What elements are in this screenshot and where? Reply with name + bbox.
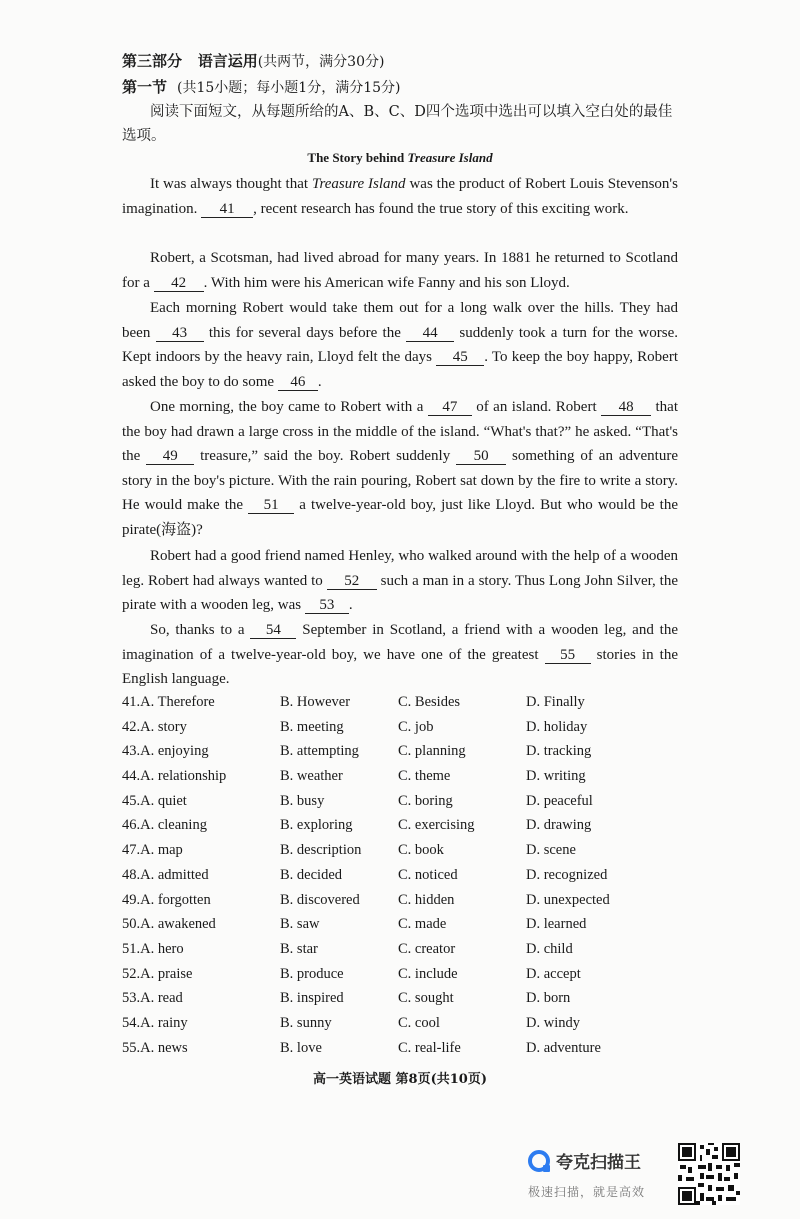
option-b: B. exploring <box>280 817 353 834</box>
option-row-46 <box>122 817 682 842</box>
option-a: 41.A. Therefore <box>122 694 215 710</box>
option-c: C. noticed <box>398 866 458 883</box>
option-c: C. creator <box>398 940 456 957</box>
option-a: 46.A. cleaning <box>122 817 207 834</box>
paragraph-4: One morning, the boy came to Robert with a 47 of an island. Robert 48 that the boy had drawn a large cross in the middle of the island. “What's that?” he asked. “That's the 49 treasure,” said the boy. Robert suddenly 50 something of an adventure story in the boy's picture. With the rain pouring, Robert sat down by the fire to write a story. He would make the 51 a twelve-year-old boy, just like Lloyd. But who would be the pirate(海盗)? <box>122 399 679 538</box>
quark-logo-icon <box>528 1150 550 1172</box>
option-d: D. windy <box>526 1014 580 1031</box>
option-d: D. accept <box>526 965 581 982</box>
blank-41: 41 <box>201 201 253 218</box>
option-d: D. holiday <box>526 718 588 735</box>
instruction-text: 阅读下面短文，从每题所给的A、B、C、D四个选项中选出可以填入空白处的最佳选项。 <box>122 104 673 144</box>
option-c: C. theme <box>398 768 451 785</box>
option-c: C. cool <box>398 1014 440 1031</box>
option-a: 52.A. praise <box>122 965 193 982</box>
section-label: 第一节 <box>122 78 168 96</box>
option-row-41 <box>122 694 682 719</box>
option-a: 48.A. admitted <box>122 866 209 883</box>
part-title: 语言运用 <box>197 52 258 70</box>
option-b: B. saw <box>280 916 320 933</box>
paragraph-6: So, thanks to a 54 September in Scotland, a friend with a wooden leg, and the imagination of a twelve-year-old boy, we have one of the greatest 55 stories in the English language. <box>122 622 678 688</box>
blank-54: 54 <box>250 622 296 639</box>
option-d: D. adventure <box>526 1039 601 1056</box>
option-d: D. peaceful <box>526 792 593 809</box>
blank-42: 42 <box>154 275 204 292</box>
option-c: C. real-life <box>398 1039 461 1056</box>
option-a: 54.A. rainy <box>122 1014 188 1031</box>
paragraph-1: It was always thought that Treasure Island was the product of Robert Louis Stevenson's imagination. 41 , recent research has found the true story of this exciting work. <box>122 176 678 217</box>
passage-title: The Story behind Treasure Island <box>307 150 493 165</box>
option-a: 43.A. enjoying <box>122 743 209 760</box>
option-d: D. born <box>526 990 571 1007</box>
paragraph-5: Robert had a good friend named Henley, who walked around with the help of a wooden leg. Robert had always wanted to 52 such a man in a story. Thus Long John Silver, the pirate with a wooden leg, was 53 . <box>122 548 678 614</box>
blank-52: 52 <box>327 573 377 590</box>
option-b: B. star <box>280 940 318 957</box>
blank-43: 43 <box>156 325 204 342</box>
option-c: C. Besides <box>398 694 461 710</box>
option-c: C. planning <box>398 743 466 760</box>
option-row-51 <box>122 941 682 966</box>
watermark-tagline: 极速扫描，就是高效 <box>528 1185 646 1199</box>
option-a: 42.A. story <box>122 718 187 735</box>
section-note: (共15小题；每小题1分，满分15分) <box>177 80 401 96</box>
option-d: D. writing <box>526 768 586 785</box>
option-c: C. book <box>398 842 444 859</box>
option-d: D. scene <box>526 842 576 859</box>
option-d: D. unexpected <box>526 891 610 908</box>
option-d: D. drawing <box>526 817 592 834</box>
blank-47: 47 <box>428 399 472 416</box>
qr-code-icon <box>678 1143 740 1205</box>
option-b: B. However <box>280 694 351 710</box>
option-row-49 <box>122 892 682 917</box>
option-row-45 <box>122 793 682 818</box>
option-b: B. sunny <box>280 1014 332 1031</box>
part-label: 第三部分 <box>122 52 183 70</box>
option-d: D. learned <box>526 916 587 933</box>
option-b: B. decided <box>280 866 343 883</box>
option-b: B. weather <box>280 768 343 785</box>
option-a: 47.A. map <box>122 842 183 859</box>
option-a: 49.A. forgotten <box>122 891 211 908</box>
option-b: B. love <box>280 1039 322 1056</box>
blank-53: 53 <box>305 597 349 614</box>
blank-55: 55 <box>545 647 591 664</box>
option-b: B. discovered <box>280 891 360 908</box>
option-d: D. tracking <box>526 743 592 760</box>
option-row-50 <box>122 916 682 941</box>
option-b: B. attempting <box>280 743 359 760</box>
option-b: B. busy <box>280 792 325 809</box>
option-a: 55.A. news <box>122 1039 188 1056</box>
option-a: 50.A. awakened <box>122 916 216 933</box>
option-a: 53.A. read <box>122 990 183 1007</box>
watermark-logo <box>528 1148 668 1173</box>
blank-44: 44 <box>406 325 454 342</box>
scanner-watermark <box>528 1148 668 1200</box>
option-row-48 <box>122 867 682 892</box>
option-c: C. job <box>398 718 434 735</box>
option-b: B. description <box>280 842 362 859</box>
option-d: D. child <box>526 940 573 957</box>
blank-49: 49 <box>146 448 194 465</box>
answer-options <box>122 694 682 1064</box>
section-heading <box>122 76 400 97</box>
option-b: B. produce <box>280 965 344 982</box>
option-b: B. inspired <box>280 990 344 1007</box>
blank-48: 48 <box>601 399 651 416</box>
blank-51: 51 <box>248 497 294 514</box>
option-row-55 <box>122 1040 682 1065</box>
option-row-44 <box>122 768 682 793</box>
option-row-52 <box>122 966 682 991</box>
option-a: 51.A. hero <box>122 940 184 957</box>
option-row-53 <box>122 990 682 1015</box>
option-row-47 <box>122 842 682 867</box>
option-row-42 <box>122 719 682 744</box>
option-c: C. sought <box>398 990 454 1007</box>
option-d: D. Finally <box>526 694 585 710</box>
paragraph-3: Each morning Robert would take them out for a long walk over the hills. They had been 43 this for several days before the 44 suddenly took a turn for the worse. Kept indoors by the heavy rain, Lloyd felt the days 45 . To keep the boy happy, Robert asked the boy to do some 46 . <box>122 300 678 390</box>
part-note: (共两节，满分30分) <box>257 54 385 70</box>
option-c: C. exercising <box>398 817 475 834</box>
paragraph-2: Robert, a Scotsman, had lived abroad for many years. In 1881 he returned to Scotland for a 42 . With him were his American wife Fanny and his son Lloyd. <box>122 250 678 291</box>
watermark-brand: 夸克扫描王 <box>556 1153 641 1173</box>
option-c: C. made <box>398 916 447 933</box>
blank-50: 50 <box>456 448 506 465</box>
option-b: B. meeting <box>280 718 344 735</box>
page-footer: 高一英语试题 第8页(共10页) <box>313 1072 487 1087</box>
option-d: D. recognized <box>526 866 608 883</box>
option-row-43 <box>122 743 682 768</box>
option-a: 45.A. quiet <box>122 792 187 809</box>
part-heading <box>122 50 384 71</box>
option-a: 44.A. relationship <box>122 768 227 785</box>
option-row-54 <box>122 1015 682 1040</box>
option-c: C. boring <box>398 792 453 809</box>
blank-45: 45 <box>436 349 484 366</box>
option-c: C. include <box>398 965 458 982</box>
blank-46: 46 <box>278 374 318 391</box>
option-c: C. hidden <box>398 891 455 908</box>
